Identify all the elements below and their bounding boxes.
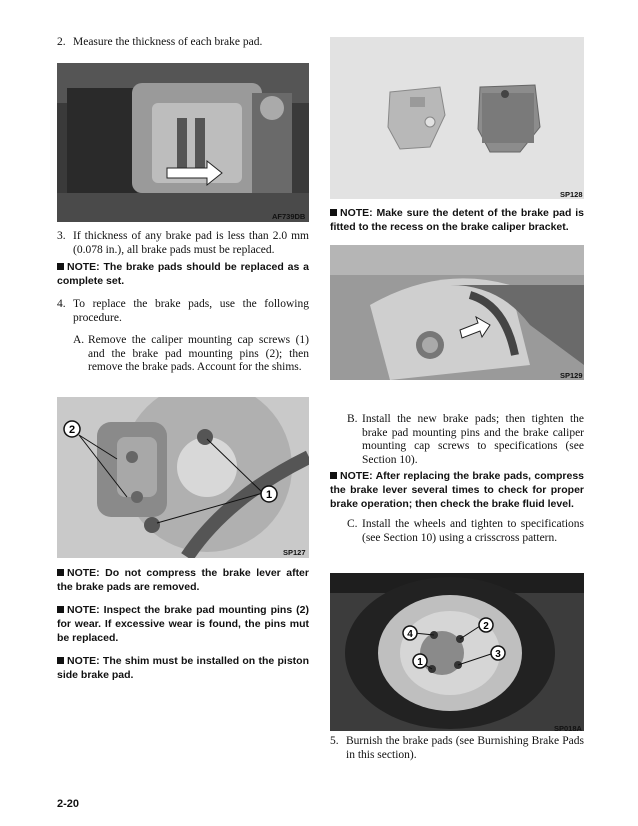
photo-sp129 (330, 245, 584, 380)
substep-b (347, 413, 584, 467)
note-text: NOTE: Do not compress the brake lever after the brake pads are removed. (57, 567, 309, 593)
photo-sp128 (330, 37, 584, 199)
substep-letter: A. (73, 334, 85, 346)
note-detent (330, 206, 584, 234)
callout-1: 1 (265, 489, 273, 501)
note-do-not-compress (57, 566, 309, 594)
callout-1: 1 (417, 657, 423, 668)
callout-2: 2 (68, 424, 76, 436)
note-text: NOTE: The brake pads should be replaced as a complete set. (57, 261, 309, 287)
page-number: 2-20 (57, 798, 80, 810)
caption-sp129: SP129 (560, 371, 583, 380)
callout-2: 2 (483, 621, 489, 632)
step-4 (57, 298, 309, 325)
step-number: 3. (57, 230, 66, 242)
step-3 (57, 230, 309, 257)
note-text: NOTE: Inspect the brake pad mounting pins (2) for wear. If excessive wear is found, the pins mut be replaced. (57, 604, 309, 644)
step-text: If thickness of any brake pad is less than 2.0 mm (0.078 in.), all brake pads must be replaced. (73, 230, 309, 256)
note-complete-set (57, 260, 309, 288)
note-text: NOTE: The shim must be installed on the piston side brake pad. (57, 655, 309, 681)
caption-af739db: AF739DB (272, 212, 306, 221)
note-bullet-icon (57, 606, 64, 613)
callout-3: 3 (495, 649, 501, 660)
note-bullet-icon (57, 263, 64, 270)
step-number: 5. (330, 735, 339, 747)
step-text: Burnish the brake pads (see Burnishing Brake Pads in this section). (346, 735, 584, 761)
step-2 (57, 36, 309, 50)
callout-4: 4 (407, 629, 413, 640)
step-text: To replace the brake pads, use the following procedure. (73, 298, 309, 324)
substep-text: Remove the caliper mounting cap screws (1) and the brake pad mounting pins (2); then remove the brake pads. Account for the shims. (88, 334, 309, 373)
note-after-replacing (330, 469, 584, 511)
substep-text: Install the wheels and tighten to specifications (see Section 10) using a crisscross pattern. (362, 518, 584, 544)
step-number: 2. (57, 36, 66, 48)
step-5 (330, 735, 584, 762)
step-number: 4. (57, 298, 66, 310)
substep-letter: C. (347, 518, 358, 530)
caption-sp018a: SP018A (554, 724, 582, 733)
note-bullet-icon (57, 569, 64, 576)
note-bullet-icon (57, 657, 64, 664)
substep-a (73, 334, 309, 375)
substep-text: Install the new brake pads; then tighten the brake pad mounting pins and the brake caliper mounting cap screws to specifications (see Section 10). (362, 413, 584, 466)
substep-c (347, 518, 584, 545)
caption-sp127: SP127 (283, 548, 306, 557)
step-text: Measure the thickness of each brake pad. (73, 36, 263, 48)
substep-letter: B. (347, 413, 358, 425)
photo-sp127 (57, 397, 309, 558)
note-shim (57, 654, 309, 682)
note-inspect-pins (57, 603, 309, 645)
note-text: NOTE: Make sure the detent of the brake pad is fitted to the recess on the brake caliper bracket. (330, 207, 584, 233)
photo-sp018a (330, 573, 584, 731)
note-text: NOTE: After replacing the brake pads, compress the brake lever several times to check for proper brake operation; then check the brake fluid level. (330, 470, 584, 510)
note-bullet-icon (330, 209, 337, 216)
photo-af739db (57, 63, 309, 222)
caption-sp128: SP128 (560, 190, 583, 199)
note-bullet-icon (330, 472, 337, 479)
